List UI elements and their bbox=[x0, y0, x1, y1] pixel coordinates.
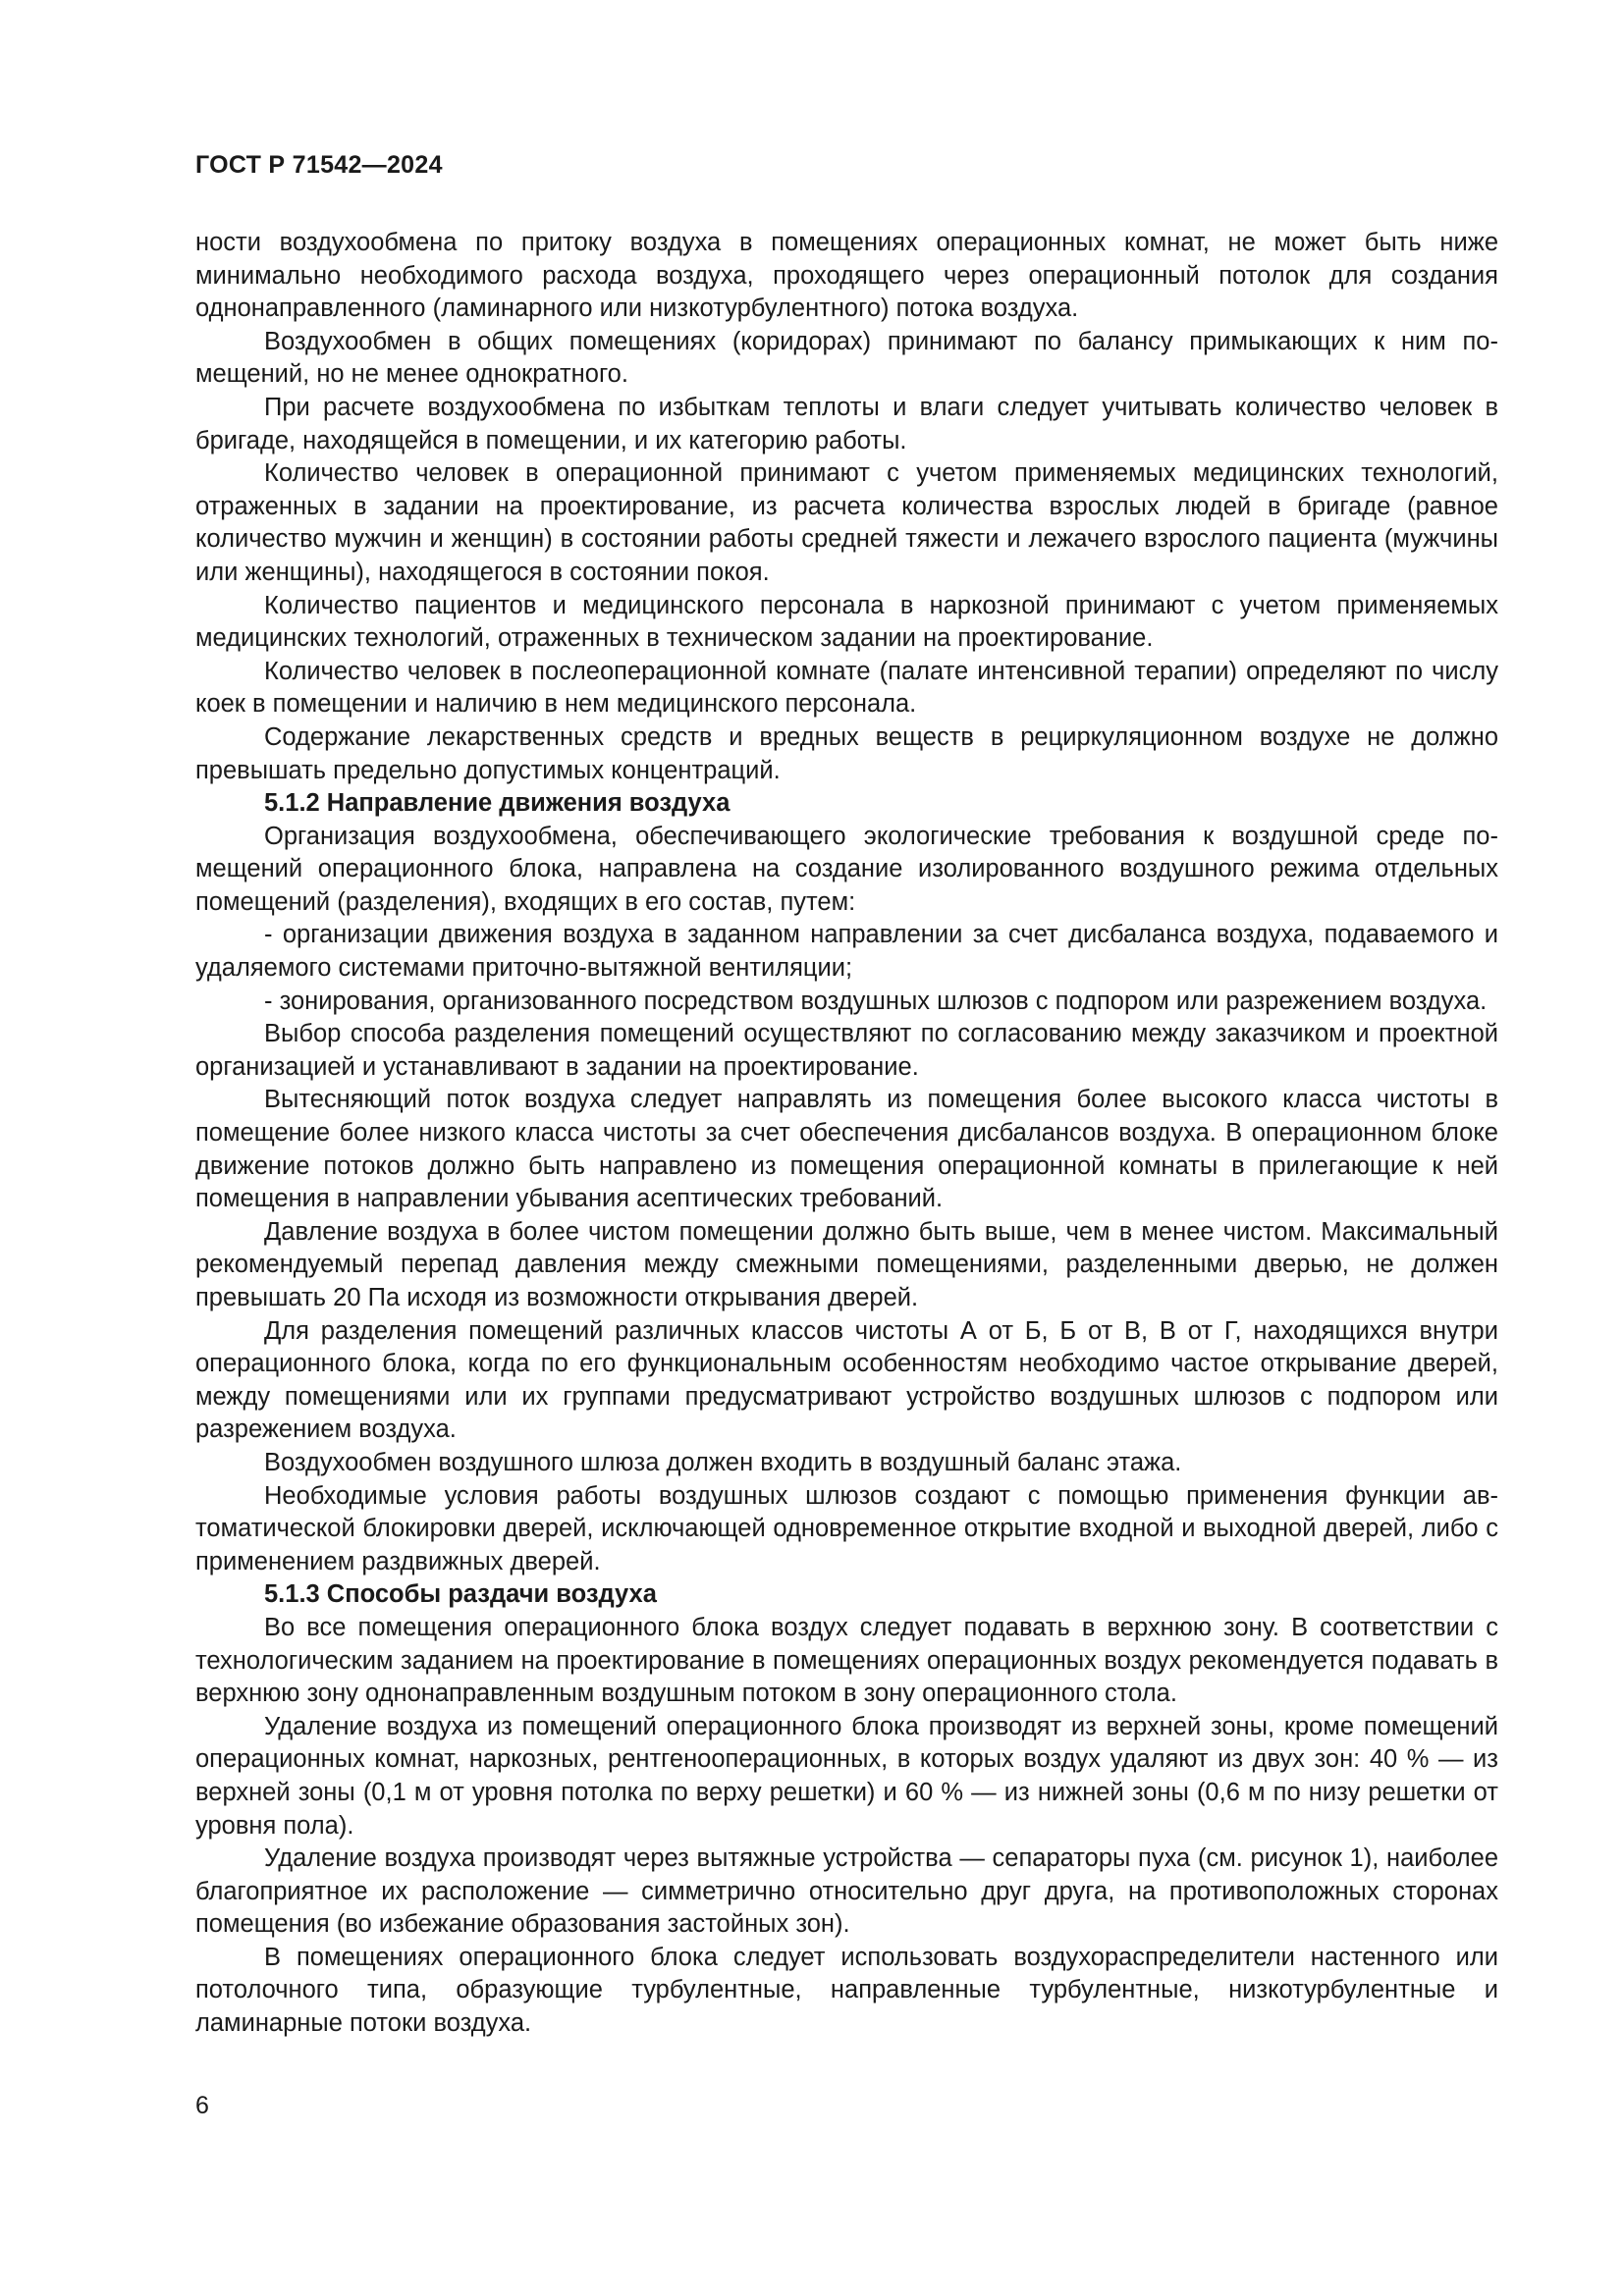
paragraph: Количество пациентов и медицинского персонала в наркозной принимают с учетом применяемых медицинских технологий, отраженных в техническом задании на проектирование. bbox=[195, 591, 1498, 653]
paragraph: Удаление воздуха из помещений операционного блока производят из верхней зоны, кроме помещений операционных комнат, наркозных, рентгенооперационных, в которых воздух удаляют из двух зон: 40 % — из верхней зоны (0,1 м от уровня потолка по верху решетки) и 60 % — из нижней зоны (0,6 м по низу решетки от уровня пола). bbox=[195, 1712, 1498, 1840]
paragraph: Для разделения помещений различных классов чистоты А от Б, Б от В, В от Г, находящихся внутри операционного блока, когда по его функциональным особенностям необходимо частое открывание дверей, между помещениями или их группами предусматривают устройство воздушных шлюзов с подпором или разрежением воздуха. bbox=[195, 1316, 1498, 1444]
paragraph: Во все помещения операционного блока воздух следует подавать в верхнюю зону. В соответствии с технологическим заданием на проектирование в помещениях операционных воздух рекомендуется подавать в верхнюю зону однонаправленным воздушным потоком в зону операционного стола. bbox=[195, 1613, 1498, 1708]
paragraph: Вытесняющий поток воздуха следует направлять из помещения более высокого класса чистоты в помещение более низкого класса чистоты за счет обеспечения дисбалансов воздуха. В операционном блоке движение потоков должно быть направлено из помещения операционной комнаты в прилегающие к ней помещения в направлении убывания асептических требований. bbox=[195, 1086, 1498, 1213]
paragraph: Организация воздухообмена, обеспечивающего экологические требования к воздушной среде помещений операционного блока, направлена на создание изолированного воздушного режима отдельных помещений (разделения), входящих в его состав, путем: bbox=[195, 822, 1498, 916]
list-item: - организации движения воздуха в заданном направлении за счет дисбаланса воздуха, подаваемого и удаляемого системами приточно-вытяжной вентиляции; bbox=[195, 921, 1498, 983]
list-item: - зонирования, организованного посредством воздушных шлюзов с подпором или разрежением воздуха. bbox=[264, 987, 1488, 1015]
paragraph: Удаление воздуха производят через вытяжные устройства — сепараторы пуха (см. рисунок 1), наиболее благоприятное их расположение — симметрично относительно друг друга, на противоположных сторонах помещения (во избежание образования застойных зон). bbox=[195, 1844, 1498, 1939]
section-heading-5-1-2: 5.1.2 Направление движения воздуха bbox=[264, 789, 731, 818]
paragraph: Количество человек в послеоперационной комнате (палате интенсивной терапии) определяют по числу коек в помещении и наличию в нем медицинского персонала. bbox=[195, 657, 1498, 719]
document-body bbox=[195, 227, 1498, 2041]
paragraph: При расчете воздухообмена по избыткам теплоты и влаги следует учитывать количество человек в бригаде, находящейся в помещении, и их категорию работы. bbox=[195, 393, 1498, 454]
paragraph-continuation: ности воздухообмена по притоку воздуха в помещениях операционных комнат, не может быть ниже минимально необходимого расхода воздуха, проходящего через операционный потолок для создания однонаправленного (ламинарного или низкотурбулентного) потока воздуха. bbox=[195, 229, 1498, 323]
paragraph: Необходимые условия работы воздушных шлюзов создают с помощью применения функции автоматической блокировки дверей, исключающей одновременное открытие входной и выходной дверей, либо с применением раздвижных дверей. bbox=[195, 1481, 1498, 1575]
page-number: 6 bbox=[195, 2092, 209, 2119]
document-header: ГОСТ Р 71542—2024 bbox=[195, 151, 443, 179]
paragraph: Количество человек в операционной принимают с учетом применяемых медицинских технологий, отраженных в задании на проектирование, из расчета количества взрослых людей в бригаде (равное количество мужчин и женщин) в состоянии работы средней тяжести и лежачего взрослого пациента (мужчины или женщины), находящегося в состоянии покоя. bbox=[195, 459, 1498, 586]
paragraph: Давление воздуха в более чистом помещении должно быть выше, чем в менее чистом. Максимальный рекомендуемый перепад давления между смежными помещениями, разделенными дверью, не должен превышать 20 Па исходя из возможности открывания дверей. bbox=[195, 1217, 1498, 1311]
paragraph: Воздухообмен в общих помещениях (коридорах) принимают по балансу примыкающих к ним помещений, но не менее однократного. bbox=[195, 327, 1498, 389]
paragraph: Воздухообмен воздушного шлюза должен входить в воздушный баланс этажа. bbox=[264, 1448, 1182, 1476]
paragraph: Содержание лекарственных средств и вредных веществ в рециркуляционном воздухе не должно превышать предельно допустимых концентраций. bbox=[195, 722, 1498, 784]
paragraph: В помещениях операционного блока следует использовать воздухораспределители настенного или потолочного типа, образующие турбулентные, направленные турбулентные, низкотурбулентные и ламинарные потоки воздуха. bbox=[195, 1943, 1498, 2038]
paragraph: Выбор способа разделения помещений осуществляют по согласованию между заказчиком и проектной организацией и устанавливают в задании на проектирование. bbox=[195, 1020, 1498, 1081]
section-heading-5-1-3: 5.1.3 Способы раздачи воздуха bbox=[264, 1580, 657, 1609]
